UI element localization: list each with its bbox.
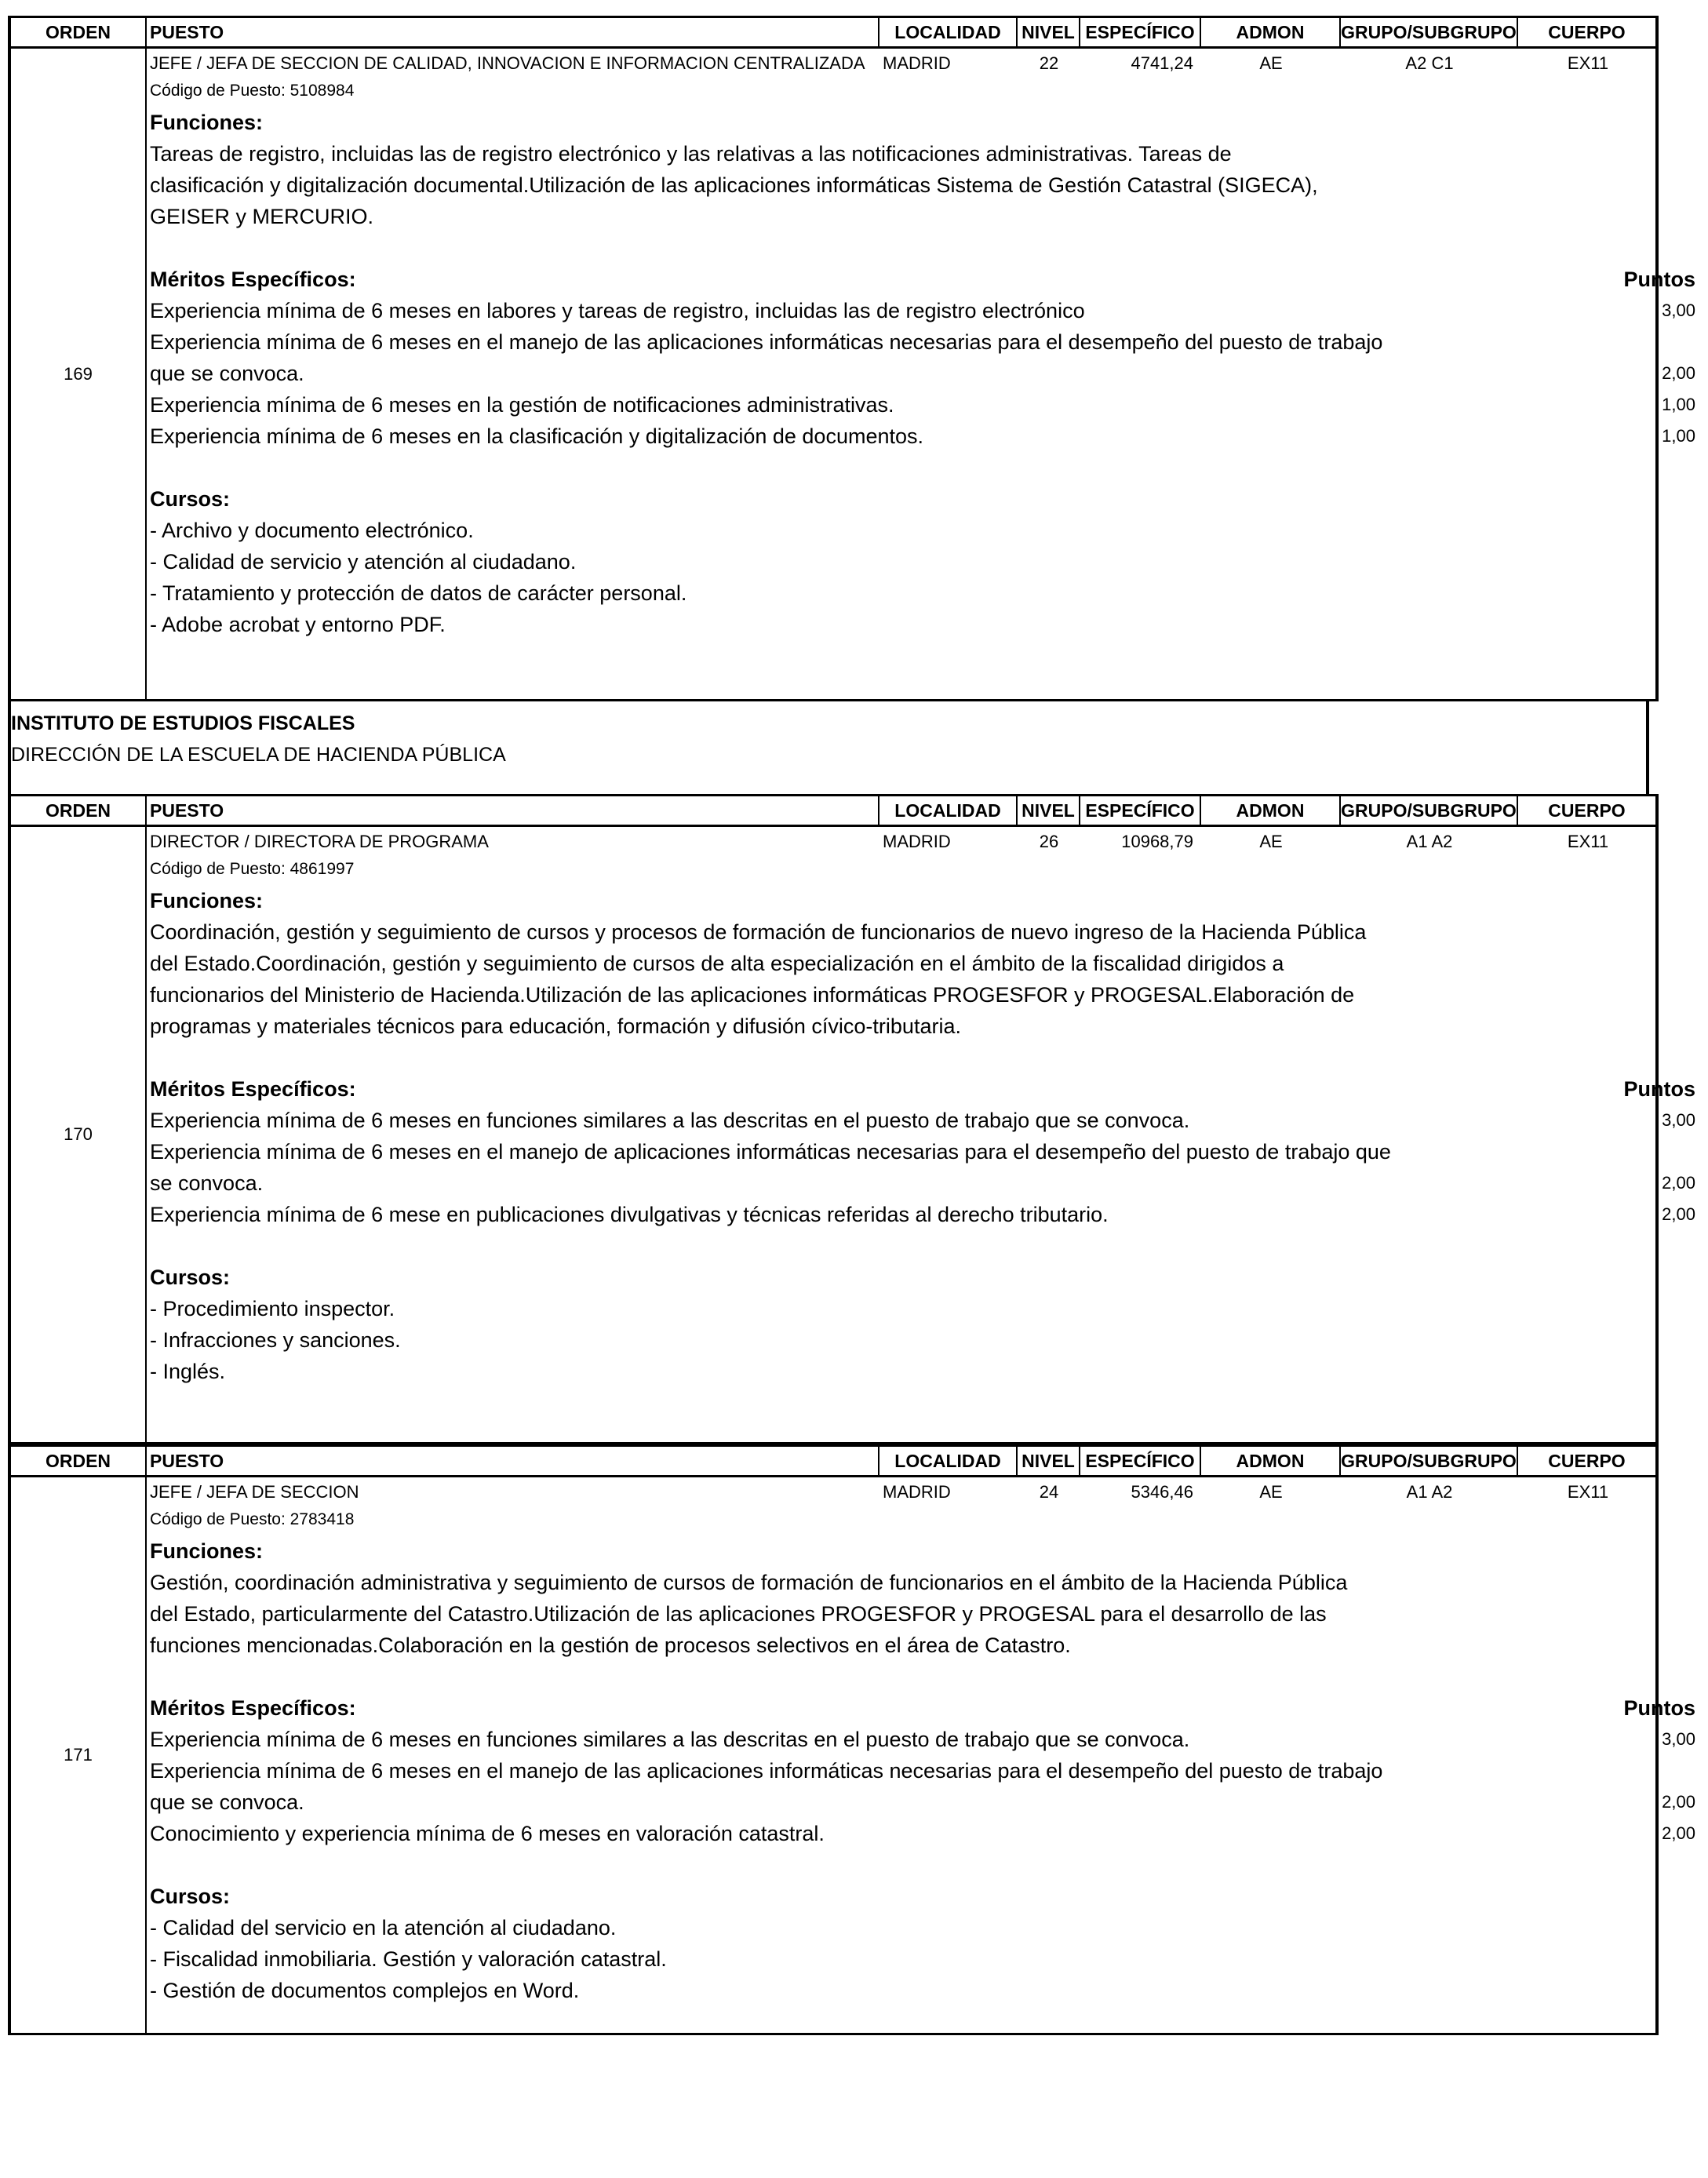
admon-value: AE [1259,53,1283,73]
nivel-value: 22 [1039,53,1059,73]
curso-item: - Calidad del servicio en la atención al ciudadano. [150,1916,617,1939]
funciones-title: Funciones: [150,111,264,134]
especifico-value: 5346,46 [1131,1482,1193,1502]
meta-table [147,1477,1658,1502]
merito-puntos: 1,00 [1662,395,1695,414]
admon-value: AE [1259,1482,1283,1502]
meritos-title: Méritos Específicos: [150,1696,356,1720]
merito-item [150,295,1708,326]
orden-cell: 170 [9,826,146,1444]
curso-item: - Fiscalidad inmobiliaria. Gestión y valoración catastral. [150,1947,667,1971]
puesto-cell [146,1477,1695,2034]
codigo-puesto: Código de Puesto: 5108984 [150,82,355,100]
cuerpo-value: EX11 [1567,832,1609,851]
merito-text: Experiencia mínima de 6 meses en la gestión de notificaciones administrativas. [150,393,894,417]
position-row [9,48,1657,701]
merito-text: Experiencia mínima de 6 meses en funciones similares a las descritas en el puesto de trabajo que se convoca. [150,1728,1190,1751]
admon-value: AE [1259,832,1283,851]
cursos-title: Cursos: [150,487,231,511]
header-cuerpo: CUERPO [1517,1446,1657,1477]
orden-cell: 169 [9,48,146,701]
merito-puntos: 3,00 [1662,300,1695,320]
funciones-line: del Estado, particularmente del Catastro.Utilización de las aplicaciones PROGESFOR y PROGESAL para el desarrollo de las [150,1602,1327,1626]
position-table [8,794,1695,1444]
header-nivel: NIVEL [1017,796,1080,826]
header-puesto: PUESTO [146,17,879,48]
merito-text: Experiencia mínima de 6 meses en labores y tareas de registro, incluidas las de registro electrónico [150,299,1085,322]
merito-item [150,1136,1708,1199]
meritos-title: Méritos Específicos: [150,1077,356,1101]
header-grupo: GRUPO/SUBGRUPO [1340,1446,1517,1477]
position-table [8,1444,1695,2035]
merito-puntos: 2,00 [1662,1823,1695,1843]
merito-text: Conocimiento y experiencia mínima de 6 meses en valoración catastral. [150,1822,825,1845]
funciones-line: GEISER y MERCURIO. [150,205,374,228]
merito-item [150,1818,1708,1849]
header-admon: ADMON [1200,17,1340,48]
funciones-line: funciones mencionadas.Colaboración en la gestión de procesos selectivos en el área de Catastro. [150,1634,1071,1657]
header-especifico: ESPECÍFICO [1080,1446,1200,1477]
especifico-value: 10968,79 [1121,832,1193,851]
merito-text: Experiencia mínima de 6 meses en funciones similares a las descritas en el puesto de trabajo que se convoca. [150,1109,1190,1132]
meta-table [147,827,1658,852]
header-cuerpo: CUERPO [1517,17,1657,48]
localidad-value: MADRID [883,832,951,851]
curso-item: - Infracciones y sanciones. [150,1328,401,1352]
merito-item [150,1724,1708,1755]
merito-item [150,389,1708,421]
header-cuerpo: CUERPO [1517,796,1657,826]
merito-puntos: 2,00 [1662,1204,1695,1224]
funciones-title: Funciones: [150,1539,264,1563]
curso-item: - Tratamiento y protección de datos de carácter personal. [150,581,687,605]
merito-text: Experiencia mínima de 6 meses en el manejo de aplicaciones informáticas necesarias para el desempeño del puesto de trabajo que [150,1140,1391,1164]
funciones-line: clasificación y digitalización documental.Utilización de las aplicaciones informáticas Sistema de Gestión Catastral (SIGECA), [150,173,1318,197]
funciones-title: Funciones: [150,889,264,912]
header-localidad: LOCALIDAD [879,17,1017,48]
curso-item: - Calidad de servicio y atención al ciudadano. [150,550,577,574]
nivel-value: 26 [1039,832,1059,851]
cuerpo-value: EX11 [1567,53,1609,73]
header-nivel: NIVEL [1017,17,1080,48]
nivel-value: 24 [1039,1482,1059,1502]
localidad-value: MADRID [883,1482,951,1502]
curso-item: - Inglés. [150,1360,226,1383]
merito-puntos: 3,00 [1662,1110,1695,1130]
direction-name: DIRECCIÓN DE LA ESCUELA DE HACIENDA PÚBLICA [11,744,506,766]
meta-strip [147,827,1652,854]
codigo-puesto: Código de Puesto: 4861997 [150,860,355,878]
funciones-line: Coordinación, gestión y seguimiento de cursos y procesos de formación de funcionarios de nuevo ingreso de la Hacienda Pública [150,920,1367,944]
especifico-value: 4741,24 [1131,53,1193,73]
meritos-section [150,1073,1708,1230]
merito-text: se convoca. [150,1171,264,1195]
header-admon: ADMON [1200,796,1340,826]
header-puesto: PUESTO [146,1446,879,1477]
puesto-name: JEFE / JEFA DE SECCION [150,1482,359,1502]
cursos-title: Cursos: [150,1885,231,1908]
puesto-name: JEFE / JEFA DE SECCION DE CALIDAD, INNOVACION E INFORMACION CENTRALIZADA [150,53,865,73]
curso-item: - Gestión de documentos complejos en Word. [150,1979,580,2002]
puntos-header: Puntos [1623,268,1695,291]
header-especifico: ESPECÍFICO [1080,796,1200,826]
meta-strip [147,49,1652,75]
funciones-line: programas y materiales técnicos para educación, formación y difusión cívico-tributaria. [150,1014,961,1038]
meta-strip [147,1477,1652,1504]
header-orden: ORDEN [9,17,146,48]
funciones-line: Gestión, coordinación administrativa y seguimiento de cursos de formación de funcionarios en el ámbito de la Hacienda Pública [150,1571,1348,1594]
header-orden: ORDEN [9,1446,146,1477]
header-grupo: GRUPO/SUBGRUPO [1340,17,1517,48]
puesto-name: DIRECTOR / DIRECTORA DE PROGRAMA [150,832,489,851]
cursos-title: Cursos: [150,1266,231,1289]
header-row [9,1446,1657,1477]
header-localidad: LOCALIDAD [879,796,1017,826]
header-admon: ADMON [1200,1446,1340,1477]
puntos-header: Puntos [1623,1077,1695,1101]
grupo-value: A2 C1 [1405,53,1454,73]
merito-item [150,1755,1708,1818]
merito-puntos: 2,00 [1662,1173,1695,1193]
merito-text: que se convoca. [150,1790,304,1814]
merito-text: Experiencia mínima de 6 mese en publicaciones divulgativas y técnicas referidas al derecho tributario. [150,1203,1109,1226]
position-row [9,1477,1657,2034]
header-puesto: PUESTO [146,796,879,826]
funciones-line: del Estado.Coordinación, gestión y seguimiento de cursos de alta especialización en el ámbito de la fiscalidad dirigidos a [150,952,1284,975]
header-row [9,17,1657,48]
merito-item [150,1199,1708,1230]
orden-cell: 171 [9,1477,146,2034]
merito-item [150,326,1708,389]
localidad-value: MADRID [883,53,951,73]
grupo-value: A1 A2 [1406,1482,1453,1502]
merito-text: Experiencia mínima de 6 meses en la clasificación y digitalización de documentos. [150,424,924,448]
merito-puntos: 2,00 [1662,1792,1695,1812]
funciones-line: Tareas de registro, incluidas las de registro electrónico y las relativas a las notificaciones administrativas. Tareas de [150,142,1232,166]
header-grupo: GRUPO/SUBGRUPO [1340,796,1517,826]
codigo-puesto: Código de Puesto: 2783418 [150,1510,355,1528]
merito-puntos: 3,00 [1662,1729,1695,1749]
header-localidad: LOCALIDAD [879,1446,1017,1477]
institute-name: INSTITUTO DE ESTUDIOS FISCALES [11,712,355,734]
grupo-value: A1 A2 [1406,832,1453,851]
merito-puntos: 2,00 [1662,363,1695,383]
meritos-section [150,264,1708,452]
merito-text: que se convoca. [150,362,304,385]
meta-table [147,49,1658,74]
puesto-cell [146,826,1695,1444]
merito-item [150,421,1708,452]
puntos-header: Puntos [1623,1696,1695,1720]
merito-item [150,1105,1708,1136]
merito-text: Experiencia mínima de 6 meses en el manejo de las aplicaciones informáticas necesarias para el desempeño del puesto de trabajo [150,330,1383,354]
header-nivel: NIVEL [1017,1446,1080,1477]
document [8,16,1695,2035]
position-table [8,16,1695,701]
meritos-section [150,1692,1708,1849]
organization-block [8,701,1649,794]
funciones-line: funcionarios del Ministerio de Hacienda.Utilización de las aplicaciones informáticas PROGESFOR y PROGESAL.Elaboración de [150,983,1355,1007]
curso-item: - Adobe acrobat y entorno PDF. [150,613,446,636]
cuerpo-value: EX11 [1567,1482,1609,1502]
merito-puntos: 1,00 [1662,426,1695,446]
header-row [9,796,1657,826]
curso-item: - Archivo y documento electrónico. [150,519,474,542]
merito-text: Experiencia mínima de 6 meses en el manejo de las aplicaciones informáticas necesarias para el desempeño del puesto de trabajo [150,1759,1383,1783]
header-especifico: ESPECÍFICO [1080,17,1200,48]
position-row [9,826,1657,1444]
curso-item: - Procedimiento inspector. [150,1297,395,1320]
meritos-title: Méritos Específicos: [150,268,356,291]
puesto-cell [146,48,1695,701]
header-orden: ORDEN [9,796,146,826]
